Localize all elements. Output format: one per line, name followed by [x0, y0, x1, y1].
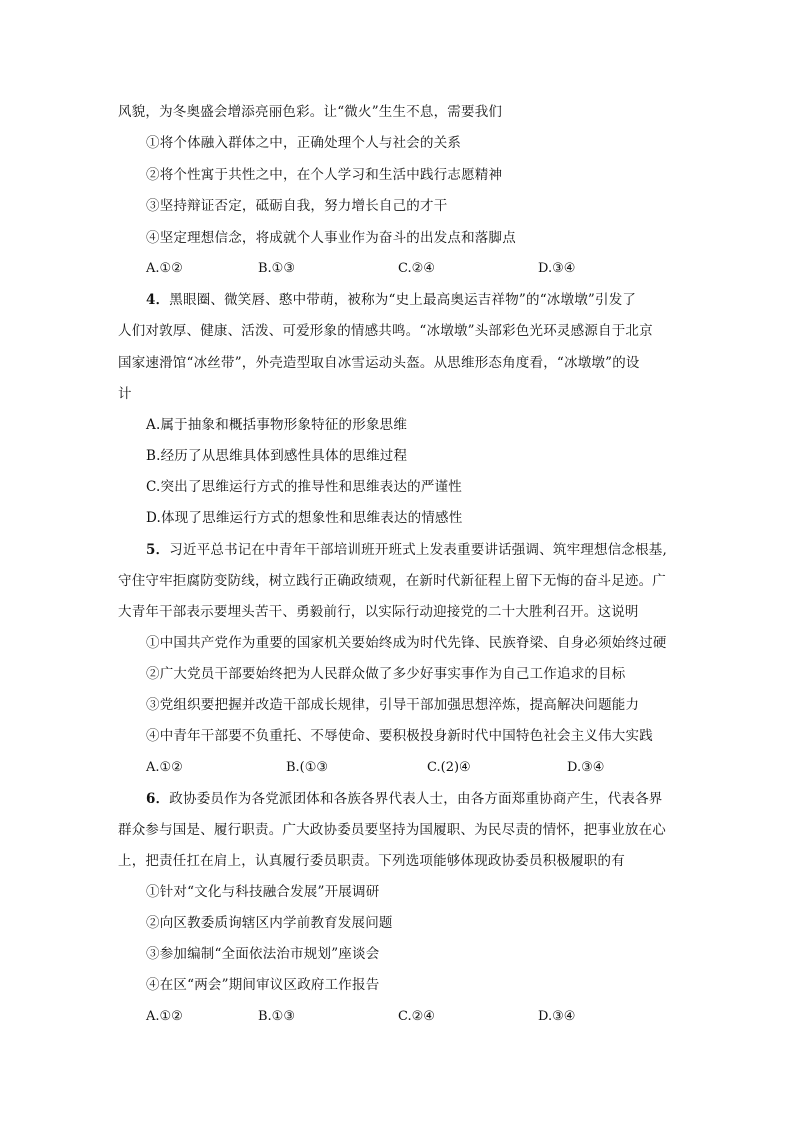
- q4-number: 4．: [146, 292, 170, 308]
- q6-stem-line-2: 群众参与国是、履行职责。广大政协委员要坚持为国履职、为民尽责的情怀，把事业放在心: [118, 822, 666, 838]
- q3-item-4: ④坚定理想信念，将成就个人事业作为奋斗的出发点和落脚点: [146, 230, 516, 246]
- q6-item-2: ②向区教委质询辖区内学前教育发展问题: [146, 915, 393, 931]
- q5-item-2: ②广大党员干部要始终把为人民群众做了多少好事实事作为自己工作追求的目标: [146, 666, 626, 682]
- q4-choice-c[interactable]: C.突出了思维运行方式的推导性和思维表达的严谨性: [146, 479, 462, 495]
- q5-item-1: ①中国共产党作为重要的国家机关要始终成为时代先锋、民族脊梁、自身必须始终过硬: [146, 635, 667, 651]
- q6-option-d[interactable]: D.③④: [538, 1009, 576, 1024]
- q5-item-4: ④中青年干部要不负重托、不辱使命、要积极投身新时代中国特色社会主义伟大实践: [146, 728, 653, 744]
- q4-stem-text-1: 黑眼圈、微笑唇、憨中带萌，被称为“史上最高奥运吉祥物”的“冰墩墩”引发了: [169, 292, 637, 308]
- q6-item-3: ③参加编制“全面依法治市规划”座谈会: [146, 946, 380, 962]
- q4-choice-b[interactable]: B.经历了从思维具体到感性具体的思维过程: [146, 448, 408, 464]
- q3-stem-tail: 风貌，为冬奥盛会增添亮丽色彩。让“微火”生生不息，需要我们: [118, 104, 503, 120]
- q6-item-1: ①针对“文化与科技融合发展”开展调研: [146, 884, 380, 900]
- q4-stem-line-4: 计: [118, 386, 132, 402]
- q4-stem-line-1: [146, 291, 636, 309]
- q6-stem-text-1: 政协委员作为各党派团体和各族各界代表人士，由各方面郑重协商产生，代表各界: [169, 791, 663, 807]
- q6-item-4: ④在区“两会”期间审议区政府工作报告: [146, 977, 380, 993]
- q3-option-c[interactable]: C.②④: [398, 261, 435, 276]
- q6-option-a[interactable]: A.①②: [146, 1009, 183, 1024]
- q4-choice-a[interactable]: A.属于抽象和概括事物形象特征的形象思维: [146, 417, 408, 433]
- q5-number: 5．: [146, 542, 170, 558]
- q3-option-b[interactable]: B.①③: [258, 261, 295, 276]
- q5-item-3: ③党组织要把握并改造干部成长规律，引导干部加强思想淬炼，提高解决问题能力: [146, 697, 640, 713]
- q5-stem-line-1: [146, 541, 667, 559]
- q5-stem-text-1: 习近平总书记在中青年干部培训班开班式上发表重要讲话强调、筑牢理想信念根基,: [169, 542, 667, 558]
- q3-item-1: ①将个体融入群体之中，正确处理个人与社会的关系: [146, 135, 462, 151]
- q6-stem-line-1: [146, 790, 663, 808]
- q3-option-d[interactable]: D.③④: [538, 261, 576, 276]
- q5-option-d[interactable]: D.③④: [567, 760, 605, 775]
- q6-stem-line-3: 上，把责任扛在肩上，认真履行委员职责。下列选项能够体现政协委员积极履职的有: [118, 853, 625, 869]
- q6-number: 6．: [146, 791, 170, 807]
- q5-option-c[interactable]: C.(2)④: [427, 760, 471, 775]
- q5-option-a[interactable]: A.①②: [146, 760, 183, 775]
- q3-item-3: ③坚持辩证否定，砥砺自我，努力增长自己的才干: [146, 198, 448, 214]
- q4-choice-d[interactable]: D.体现了思维运行方式的想象性和思维表达的情感性: [146, 510, 463, 526]
- q5-stem-line-3: 大青年干部表示要埋头苦干、勇毅前行，以实际行动迎接党的二十大胜利召开。这说明: [118, 604, 639, 620]
- q6-option-b[interactable]: B.①③: [258, 1009, 295, 1024]
- q6-option-c[interactable]: C.②④: [398, 1009, 435, 1024]
- q4-stem-line-2: 人们对敦厚、健康、活泼、可爱形象的情感共鸣。“冰墩墩”头部彩色光环灵感源自于北京: [118, 323, 653, 339]
- q3-item-2: ②将个性寓于共性之中，在个人学习和生活中践行志愿精神: [146, 167, 503, 183]
- q4-stem-line-3: 国家速滑馆“冰丝带”，外壳造型取自冰雪运动头盔。从思维形态角度看，“冰墩墩”的设: [118, 355, 640, 371]
- q5-option-b[interactable]: B.(①③: [286, 760, 329, 775]
- q3-option-a[interactable]: A.①②: [146, 261, 183, 276]
- q5-stem-line-2: 守住守牢拒腐防变防线，树立践行正确政绩观，在新时代新征程上留下无悔的奋斗足迹。广: [118, 573, 666, 589]
